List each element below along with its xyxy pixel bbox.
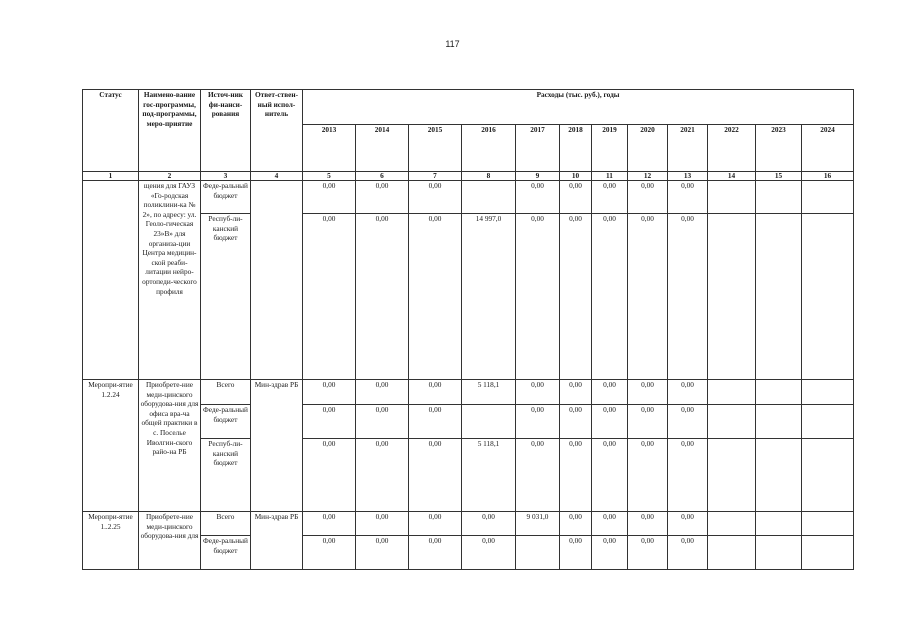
- expense-value-cell: 0,00: [303, 512, 356, 536]
- status-cell: Меропри-ятие 1..2.25: [83, 512, 139, 570]
- expense-value-cell: 0,00: [560, 439, 592, 512]
- expense-value-cell: 0,00: [462, 512, 516, 536]
- expense-value-cell: 0,00: [560, 536, 592, 570]
- expense-value-cell: 0,00: [516, 181, 560, 214]
- expense-value-cell: 0,00: [409, 405, 462, 439]
- table-body: [83, 181, 854, 570]
- status-cell: [83, 181, 139, 380]
- column-number: 16: [802, 172, 854, 181]
- expense-value-cell: 0,00: [462, 536, 516, 570]
- expense-value-cell: [756, 181, 802, 214]
- column-number: 6: [356, 172, 409, 181]
- expense-value-cell: 9 031,0: [516, 512, 560, 536]
- expense-value-cell: [708, 214, 756, 380]
- expense-value-cell: 0,00: [356, 405, 409, 439]
- expense-value-cell: 0,00: [303, 405, 356, 439]
- column-number: 5: [303, 172, 356, 181]
- expense-value-cell: 0,00: [516, 214, 560, 380]
- expense-value-cell: 0,00: [303, 181, 356, 214]
- expense-value-cell: 0,00: [668, 512, 708, 536]
- expense-value-cell: 0,00: [592, 512, 628, 536]
- funding-source-cell: Респуб-ли-канский бюджет: [201, 439, 251, 512]
- header-year: 2014: [356, 125, 409, 172]
- expense-value-cell: 0,00: [409, 380, 462, 405]
- expense-value-cell: 14 997,0: [462, 214, 516, 380]
- header-year: 2015: [409, 125, 462, 172]
- expense-value-cell: 5 118,1: [462, 380, 516, 405]
- expense-value-cell: 0,00: [516, 439, 560, 512]
- expense-value-cell: [708, 181, 756, 214]
- expense-value-cell: 0,00: [668, 439, 708, 512]
- funding-source-cell: Феде-ральный бюджет: [201, 181, 251, 214]
- column-number: 2: [139, 172, 201, 181]
- table-row: [83, 181, 854, 214]
- expense-value-cell: [802, 512, 854, 536]
- column-number: 7: [409, 172, 462, 181]
- header-status: Статус: [83, 90, 139, 172]
- expense-value-cell: [462, 181, 516, 214]
- column-number: 9: [516, 172, 560, 181]
- expense-value-cell: 0,00: [560, 405, 592, 439]
- page-number: 117: [445, 39, 460, 49]
- expense-value-cell: [802, 536, 854, 570]
- expense-value-cell: [756, 439, 802, 512]
- expense-value-cell: 0,00: [303, 380, 356, 405]
- expense-value-cell: 0,00: [592, 536, 628, 570]
- header-year: 2018: [560, 125, 592, 172]
- expense-value-cell: 0,00: [409, 439, 462, 512]
- column-number: 12: [628, 172, 668, 181]
- table-row: [83, 512, 854, 536]
- expense-value-cell: [756, 405, 802, 439]
- header-year: 2016: [462, 125, 516, 172]
- expense-value-cell: 0,00: [560, 512, 592, 536]
- header-expenses: Расходы (тыс. руб.), годы: [303, 90, 854, 125]
- expense-value-cell: 0,00: [516, 380, 560, 405]
- expense-value-cell: 0,00: [628, 512, 668, 536]
- column-number: 1: [83, 172, 139, 181]
- header-year: 2022: [708, 125, 756, 172]
- expense-value-cell: [708, 439, 756, 512]
- column-number: 11: [592, 172, 628, 181]
- expense-value-cell: 0,00: [409, 214, 462, 380]
- expense-value-cell: 0,00: [668, 181, 708, 214]
- expense-value-cell: 0,00: [628, 536, 668, 570]
- expense-value-cell: 0,00: [303, 536, 356, 570]
- executor-cell: [251, 181, 303, 380]
- expense-value-cell: 5 118,1: [462, 439, 516, 512]
- column-number: 8: [462, 172, 516, 181]
- expense-value-cell: 0,00: [668, 380, 708, 405]
- column-numbers-row: [83, 172, 854, 181]
- expense-value-cell: [708, 405, 756, 439]
- expense-value-cell: [756, 380, 802, 405]
- expense-value-cell: [708, 512, 756, 536]
- funding-source-cell: Респуб-ли-канский бюджет: [201, 214, 251, 380]
- status-cell: Меропри-ятие 1.2.24: [83, 380, 139, 512]
- expense-value-cell: 0,00: [409, 512, 462, 536]
- header-year: 2024: [802, 125, 854, 172]
- expense-value-cell: 0,00: [592, 380, 628, 405]
- header-year: 2019: [592, 125, 628, 172]
- expense-value-cell: [802, 380, 854, 405]
- header-source: Источ-ник фи-нанси-рования: [201, 90, 251, 172]
- expense-value-cell: 0,00: [592, 214, 628, 380]
- funding-source-cell: Феде-ральный бюджет: [201, 405, 251, 439]
- column-number: 13: [668, 172, 708, 181]
- header-row-1: [83, 90, 854, 125]
- event-name-cell: Приобрете-ние меди-цинского оборудова-ния для: [139, 512, 201, 570]
- column-number: 3: [201, 172, 251, 181]
- expense-value-cell: 0,00: [560, 214, 592, 380]
- expense-value-cell: [756, 512, 802, 536]
- expense-value-cell: [802, 405, 854, 439]
- expense-value-cell: [756, 536, 802, 570]
- column-number: 14: [708, 172, 756, 181]
- expense-value-cell: 0,00: [560, 181, 592, 214]
- column-number: 10: [560, 172, 592, 181]
- expense-value-cell: 0,00: [516, 405, 560, 439]
- expense-value-cell: [708, 380, 756, 405]
- expense-value-cell: [802, 181, 854, 214]
- expense-value-cell: [462, 405, 516, 439]
- expense-value-cell: 0,00: [628, 214, 668, 380]
- expense-value-cell: 0,00: [592, 181, 628, 214]
- expense-value-cell: 0,00: [356, 214, 409, 380]
- header-year: 2017: [516, 125, 560, 172]
- expense-value-cell: 0,00: [303, 214, 356, 380]
- expense-value-cell: 0,00: [303, 439, 356, 512]
- executor-cell: Мин-здрав РБ: [251, 512, 303, 570]
- header-year: 2020: [628, 125, 668, 172]
- expense-value-cell: 0,00: [356, 380, 409, 405]
- funding-source-cell: Всего: [201, 512, 251, 536]
- expense-value-cell: 0,00: [628, 181, 668, 214]
- header-year: 2021: [668, 125, 708, 172]
- event-name-cell: щения для ГАУЗ «Го-родская поликлини-ка № 2», по адресу: ул. Геоло-гическая 23»В» для организа-ции Центра медицин-ской реаби-литации нейро-ортопеди-ческого профиля: [139, 181, 201, 380]
- column-number: 15: [756, 172, 802, 181]
- funding-source-cell: Всего: [201, 380, 251, 405]
- expense-value-cell: 0,00: [592, 439, 628, 512]
- expense-value-cell: 0,00: [560, 380, 592, 405]
- header-name: Наимено-вание гос-программы, под-программы, меро-приятие: [139, 90, 201, 172]
- header-year: 2023: [756, 125, 802, 172]
- event-name-cell: Приобрете-ние меди-цинского оборудова-ния для офиса вра-ча общей практики в с. Поселье Иволгин-ского райо-на РБ: [139, 380, 201, 512]
- expense-value-cell: 0,00: [409, 536, 462, 570]
- expense-value-cell: 0,00: [409, 181, 462, 214]
- expense-value-cell: [516, 536, 560, 570]
- expense-value-cell: 0,00: [628, 380, 668, 405]
- expense-value-cell: [802, 439, 854, 512]
- expense-value-cell: [708, 536, 756, 570]
- expense-value-cell: 0,00: [668, 536, 708, 570]
- header-executor: Ответ-ствен-ный испол-нитель: [251, 90, 303, 172]
- column-number: 4: [251, 172, 303, 181]
- expense-value-cell: 0,00: [592, 405, 628, 439]
- executor-cell: Мин-здрав РБ: [251, 380, 303, 512]
- expense-value-cell: 0,00: [628, 439, 668, 512]
- table-row: [83, 380, 854, 405]
- budget-table: [82, 89, 854, 570]
- expense-value-cell: [756, 214, 802, 380]
- expense-value-cell: [802, 214, 854, 380]
- expense-value-cell: 0,00: [356, 536, 409, 570]
- expense-value-cell: 0,00: [356, 512, 409, 536]
- expense-value-cell: 0,00: [356, 181, 409, 214]
- expense-value-cell: 0,00: [668, 405, 708, 439]
- expense-value-cell: 0,00: [628, 405, 668, 439]
- expense-value-cell: 0,00: [356, 439, 409, 512]
- header-year: 2013: [303, 125, 356, 172]
- expense-value-cell: 0,00: [668, 214, 708, 380]
- funding-source-cell: Феде-ральный бюджет: [201, 536, 251, 570]
